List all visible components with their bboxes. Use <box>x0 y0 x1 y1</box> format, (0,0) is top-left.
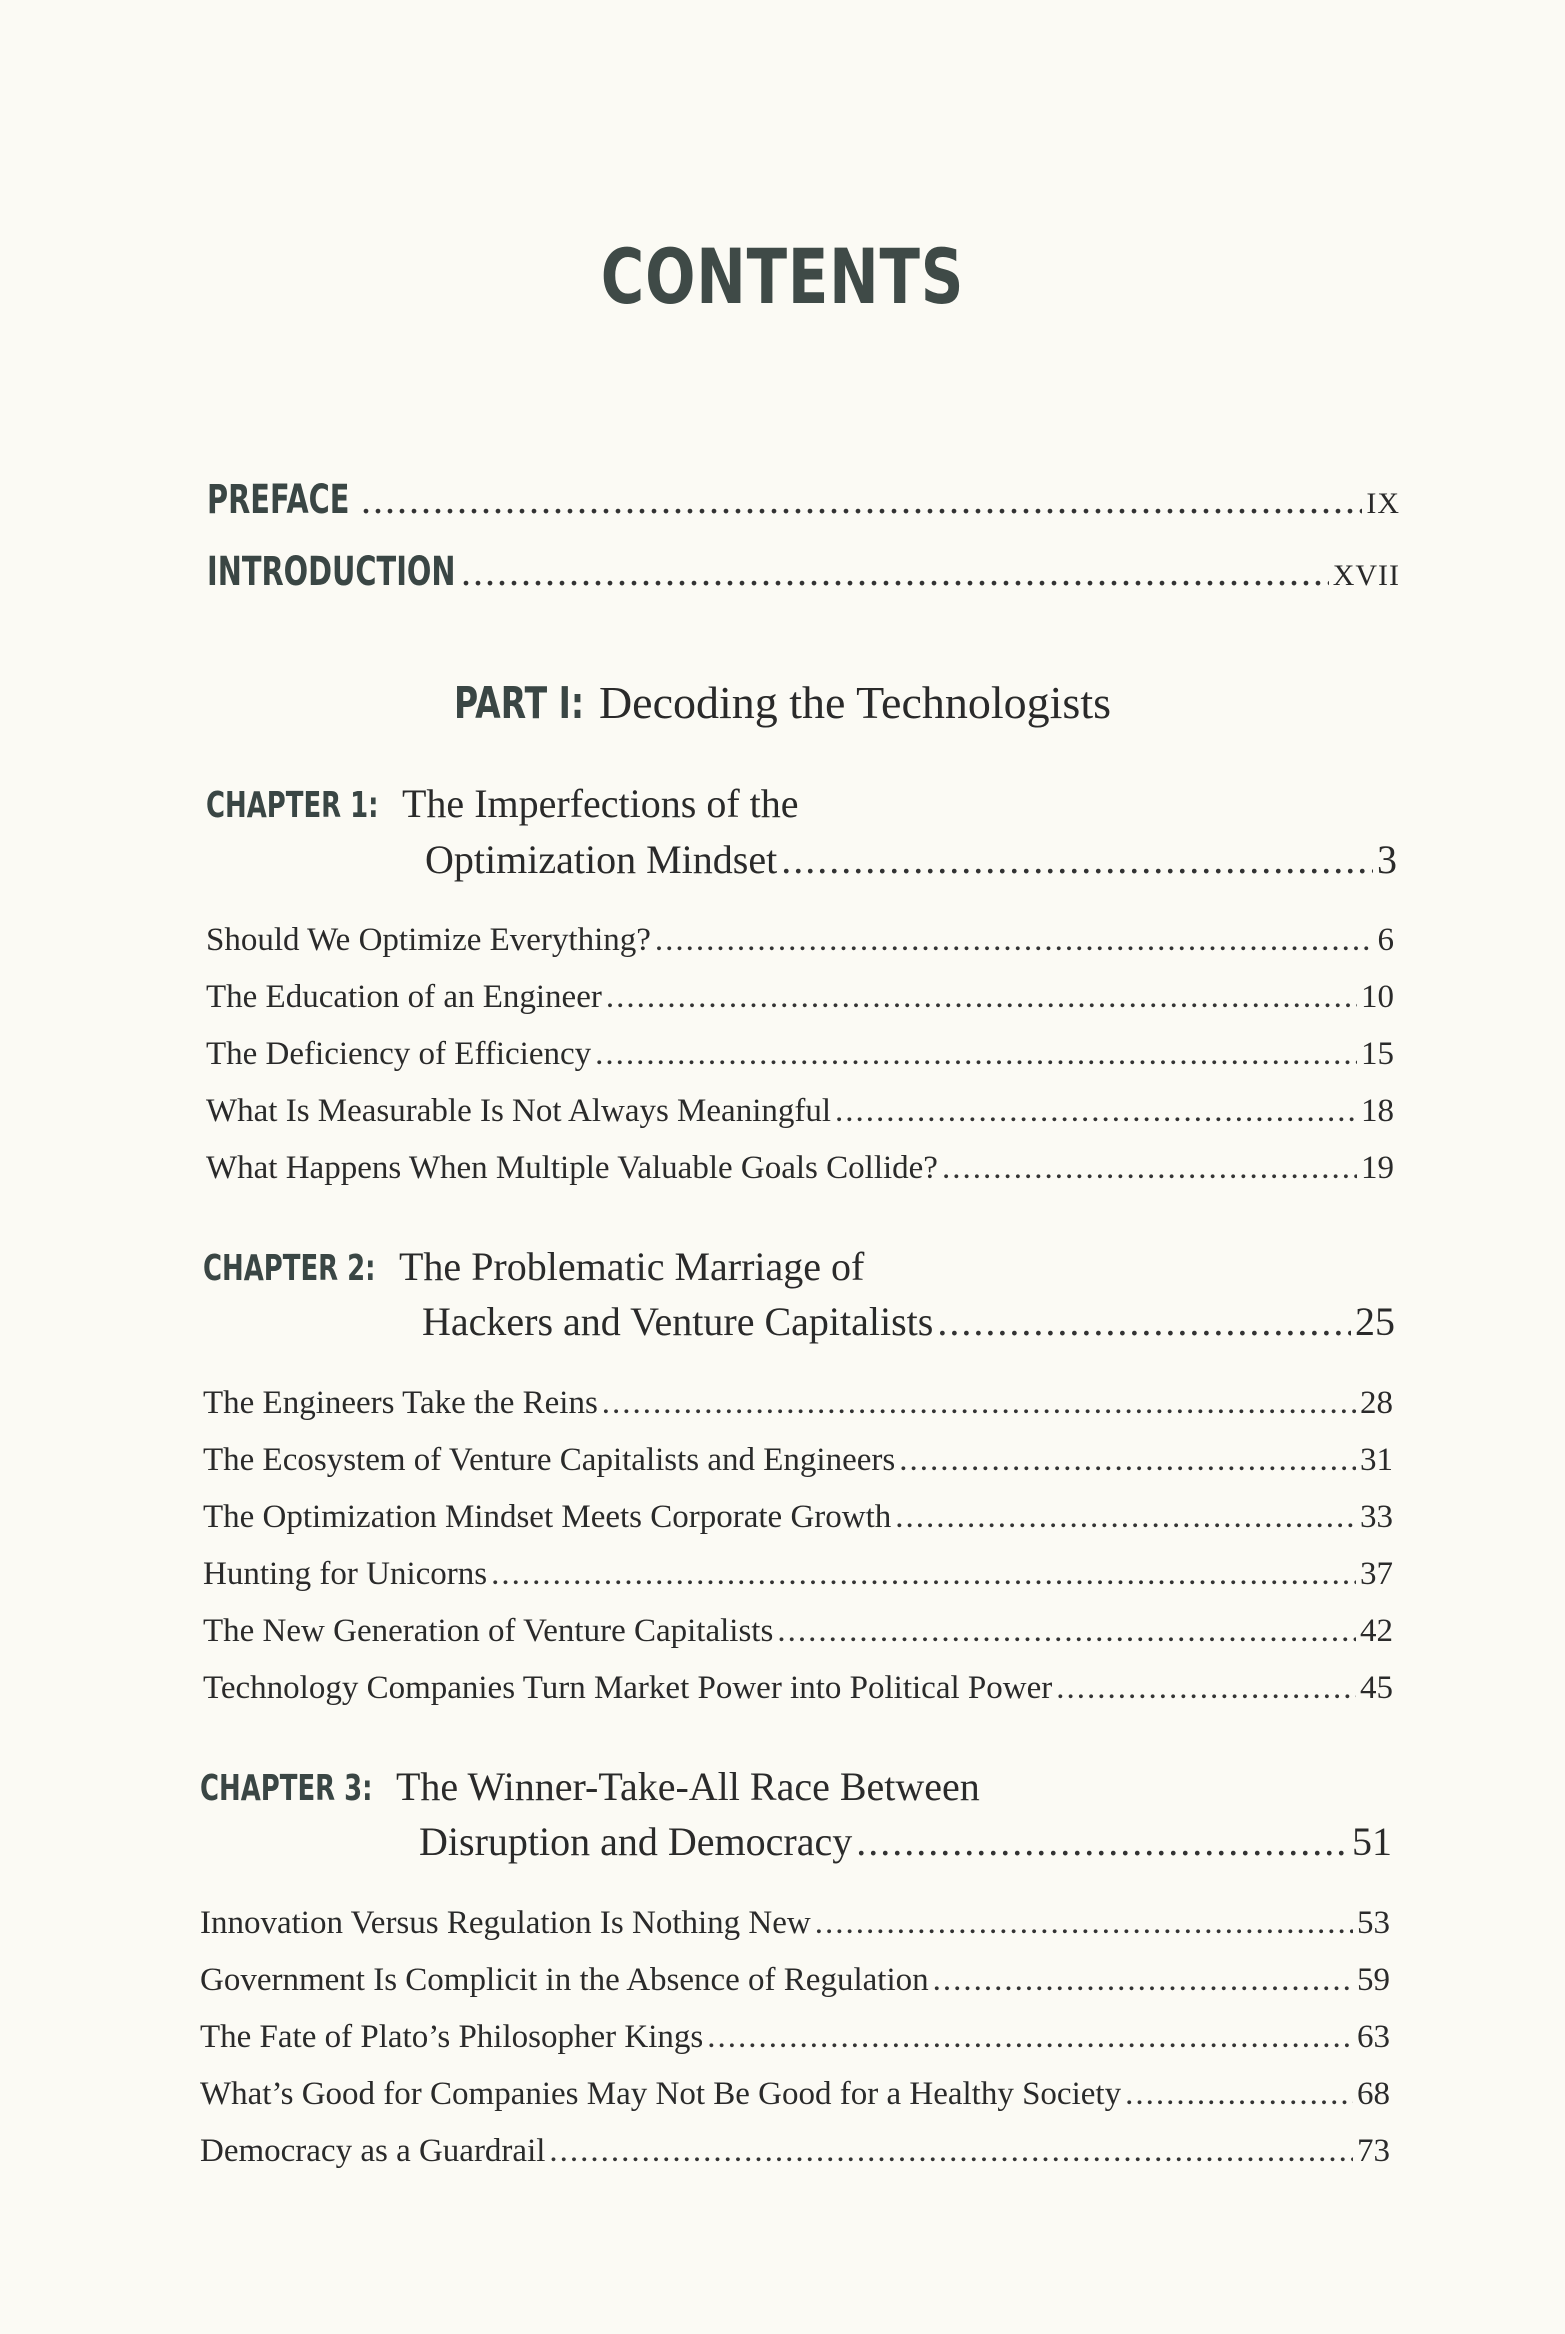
entry-label: PREFACE <box>207 477 350 523</box>
section-entry[interactable]: The Ecosystem of Venture Capitalists and Engineers ..... 31 <box>203 1442 1393 1479</box>
leader-dots <box>606 979 1357 1016</box>
leader-dots <box>361 476 1362 523</box>
section-entry[interactable]: The Optimization Mindset Meets Corporate Growth ..... 33 <box>203 1499 1393 1536</box>
leader-dots <box>595 1036 1357 1073</box>
leader-dots <box>942 1150 1357 1187</box>
part-title: Decoding the Technologists <box>598 677 1112 728</box>
chapter-title-line1: The Winner-Take-All Race Between <box>396 1764 980 1809</box>
chapter-2-heading[interactable] <box>203 1243 864 1290</box>
page-title: CONTENTS <box>600 232 965 321</box>
section-entry[interactable]: Innovation Versus Regulation Is Nothing New ..... 53 <box>200 1905 1390 1942</box>
leader-dots <box>655 922 1374 959</box>
leader-dots <box>707 2019 1353 2056</box>
leader-dots <box>549 2133 1353 2170</box>
chapter-title-line1: The Imperfections of the <box>402 781 799 826</box>
leader-dots <box>461 548 1329 595</box>
page-number: 3 <box>1377 837 1397 882</box>
leader-dots <box>895 1499 1356 1536</box>
toc-entry-introduction[interactable] <box>207 548 1400 595</box>
leader-dots <box>815 1905 1353 1942</box>
page-number: 25 <box>1355 1299 1395 1344</box>
page-number: 51 <box>1352 1819 1392 1864</box>
chapter-1-heading[interactable] <box>206 780 799 827</box>
section-entry[interactable]: The New Generation of Venture Capitalists ..... 42 <box>203 1613 1393 1650</box>
section-entry[interactable]: Democracy as a Guardrail ..... 73 <box>200 2133 1390 2170</box>
leader-dots <box>777 1613 1356 1650</box>
section-entry[interactable]: The Deficiency of Efficiency ..... 15 <box>206 1036 1394 1073</box>
section-entry[interactable]: Technology Companies Turn Market Power into Political Power ..... 45 <box>203 1670 1393 1707</box>
leader-dots <box>937 1298 1351 1345</box>
section-entry[interactable]: The Fate of Plato’s Philosopher Kings ..... 63 <box>200 2019 1390 2056</box>
leader-dots <box>491 1556 1356 1593</box>
leader-dots <box>1056 1670 1356 1707</box>
section-entry[interactable]: The Education of an Engineer ..... 10 <box>206 979 1394 1016</box>
page-number: IX <box>1366 487 1400 520</box>
section-entry[interactable]: Government Is Complicit in the Absence of Regulation ..... 59 <box>200 1962 1390 1999</box>
leader-dots <box>856 1818 1348 1865</box>
leader-dots <box>1125 2076 1353 2113</box>
chapter-title-line1: The Problematic Marriage of <box>399 1244 865 1289</box>
section-entry[interactable]: What Is Measurable Is Not Always Meaningful ..... 18 <box>206 1093 1394 1130</box>
chapter-1-title-line2[interactable]: Optimization Mindset ..... 3 <box>425 836 1397 883</box>
toc-entry-preface[interactable] <box>207 476 1400 523</box>
leader-dots <box>835 1093 1357 1130</box>
part-label: PART I: <box>453 678 585 729</box>
leader-dots <box>899 1442 1356 1479</box>
chapter-label: CHAPTER 2: <box>203 1248 376 1289</box>
chapter-label: CHAPTER 3: <box>200 1768 373 1809</box>
section-entry[interactable]: The Engineers Take the Reins ..... 28 <box>203 1385 1393 1422</box>
section-entry[interactable]: What’s Good for Companies May Not Be Good for a Healthy Society ..... 68 <box>200 2076 1390 2113</box>
leader-dots <box>933 1962 1353 1999</box>
chapter-label: CHAPTER 1: <box>206 785 379 826</box>
part-heading <box>0 676 1565 729</box>
chapter-3-heading[interactable] <box>200 1763 980 1810</box>
section-entry[interactable]: What Happens When Multiple Valuable Goals Collide? ..... 19 <box>206 1150 1394 1187</box>
leader-dots <box>602 1385 1356 1422</box>
section-entry[interactable]: Should We Optimize Everything? ..... 6 <box>206 922 1394 959</box>
page-number: XVII <box>1332 559 1400 592</box>
chapter-3-title-line2[interactable]: Disruption and Democracy ..... 51 <box>419 1818 1392 1865</box>
chapter-2-title-line2[interactable]: Hackers and Venture Capitalists ..... 25 <box>422 1298 1395 1345</box>
entry-label: INTRODUCTION <box>207 549 456 595</box>
section-entry[interactable]: Hunting for Unicorns ..... 37 <box>203 1556 1393 1593</box>
leader-dots <box>781 836 1373 883</box>
